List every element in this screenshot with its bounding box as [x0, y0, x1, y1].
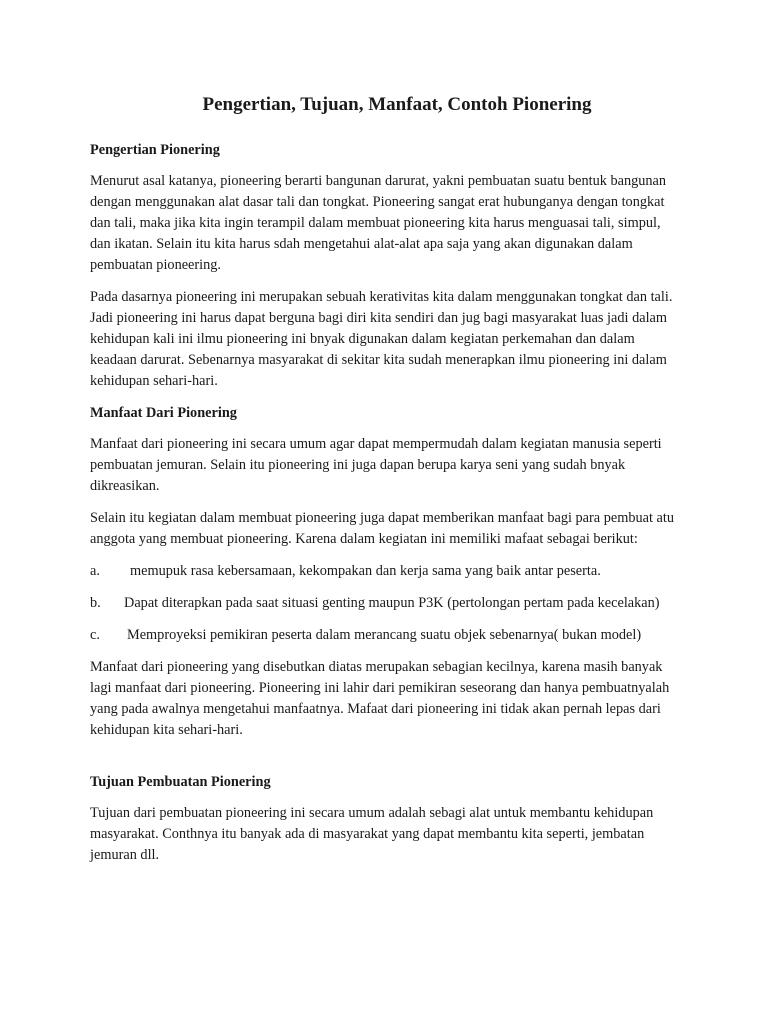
list-marker: a.	[90, 563, 100, 579]
paragraph-pengertian-1: Menurut asal katanya, pioneering berarti bangunan darurat, yakni pembuatan suatu bentuk bangunan dengan menggunakan alat dasar tali dan tongkat. Pioneering sangat erat hubunganya dengan tongkat dan tali, maka jika kita ingin terampil dalam membuat pioneering kita harus menguasai tali, simpul, dan ikatan. Selain itu kita harus sdah mengetahui alat-alat apa saja yang akan digunakan dalam pembuatan pioneering.	[90, 173, 667, 273]
list-marker: c.	[90, 627, 100, 643]
section-heading-manfaat: Manfaat Dari Pionering	[90, 405, 237, 421]
list-item-a	[90, 561, 680, 582]
list-item-text: memupuk rasa kebersamaan, kekompakan dan kerja sama yang baik antar peserta.	[130, 563, 601, 579]
list-item-b	[90, 593, 680, 614]
paragraph-pengertian-2: Pada dasarnya pioneering ini merupakan sebuah kerativitas kita dalam menggunakan tongkat dan tali. Jadi pioneering ini harus dapat berguna bagi diri kita sendiri dan jug bagi masyarakat luas jadi dalam kehidupan kali ini ilmu pioneering ini bnyak digunakan dalam kegiatan perkemahan dan dalam keadaan darurat. Sebenarnya masyarakat di sekitar kita sudah menerapkan ilmu pioneering ini dalam kehidupan sehari-hari.	[90, 289, 673, 389]
section-heading-pengertian: Pengertian Pionering	[90, 142, 220, 158]
paragraph-tujuan-1: Tujuan dari pembuatan pioneering ini secara umum adalah sebagi alat untuk membantu kehidupan masyarakat. Conthnya itu banyak ada di masyarakat yang dapat membantu kita seperti, jembatan jemuran dll.	[90, 805, 654, 863]
list-item-text: Memproyeksi pemikiran peserta dalam merancang suatu objek sebenarnya( bukan model)	[127, 627, 642, 643]
list-item-text: Dapat diterapkan pada saat situasi genting maupun P3K (pertolongan pertam pada kecelakan)	[124, 595, 660, 611]
section-heading-tujuan: Tujuan Pembuatan Pionering	[90, 774, 271, 790]
document-title: Pengertian, Tujuan, Manfaat, Contoh Pionering	[202, 94, 592, 115]
paragraph-manfaat-1: Manfaat dari pioneering ini secara umum agar dapat mempermudah dalam kegiatan manusia seperti pembuatan jemuran. Selain itu pioneering ini juga dapan berupa karya seni yang sudah bnyak dikreasikan.	[90, 436, 662, 494]
paragraph-manfaat-2: Selain itu kegiatan dalam membuat pioneering juga dapat memberikan manfaat bagi para pembuat atu anggota yang membuat pioneering. Karena dalam kegiatan ini memiliki mafaat sebagai berikut:	[90, 510, 674, 547]
paragraph-manfaat-closing: Manfaat dari pioneering yang disebutkan diatas merupakan sebagian kecilnya, karena masih banyak lagi manfaat dari pioneering. Pioneering ini lahir dari pemikiran seseorang dan hanya pembuatnyalah yang pada awalnya mengetahui manfaatnya. Mafaat dari pioneering ini tidak akan pernah lepas dari kehidupan kita sehari-hari.	[90, 659, 670, 738]
list-item-c	[90, 625, 680, 646]
section-spacer	[90, 752, 680, 772]
list-marker: b.	[90, 595, 101, 611]
